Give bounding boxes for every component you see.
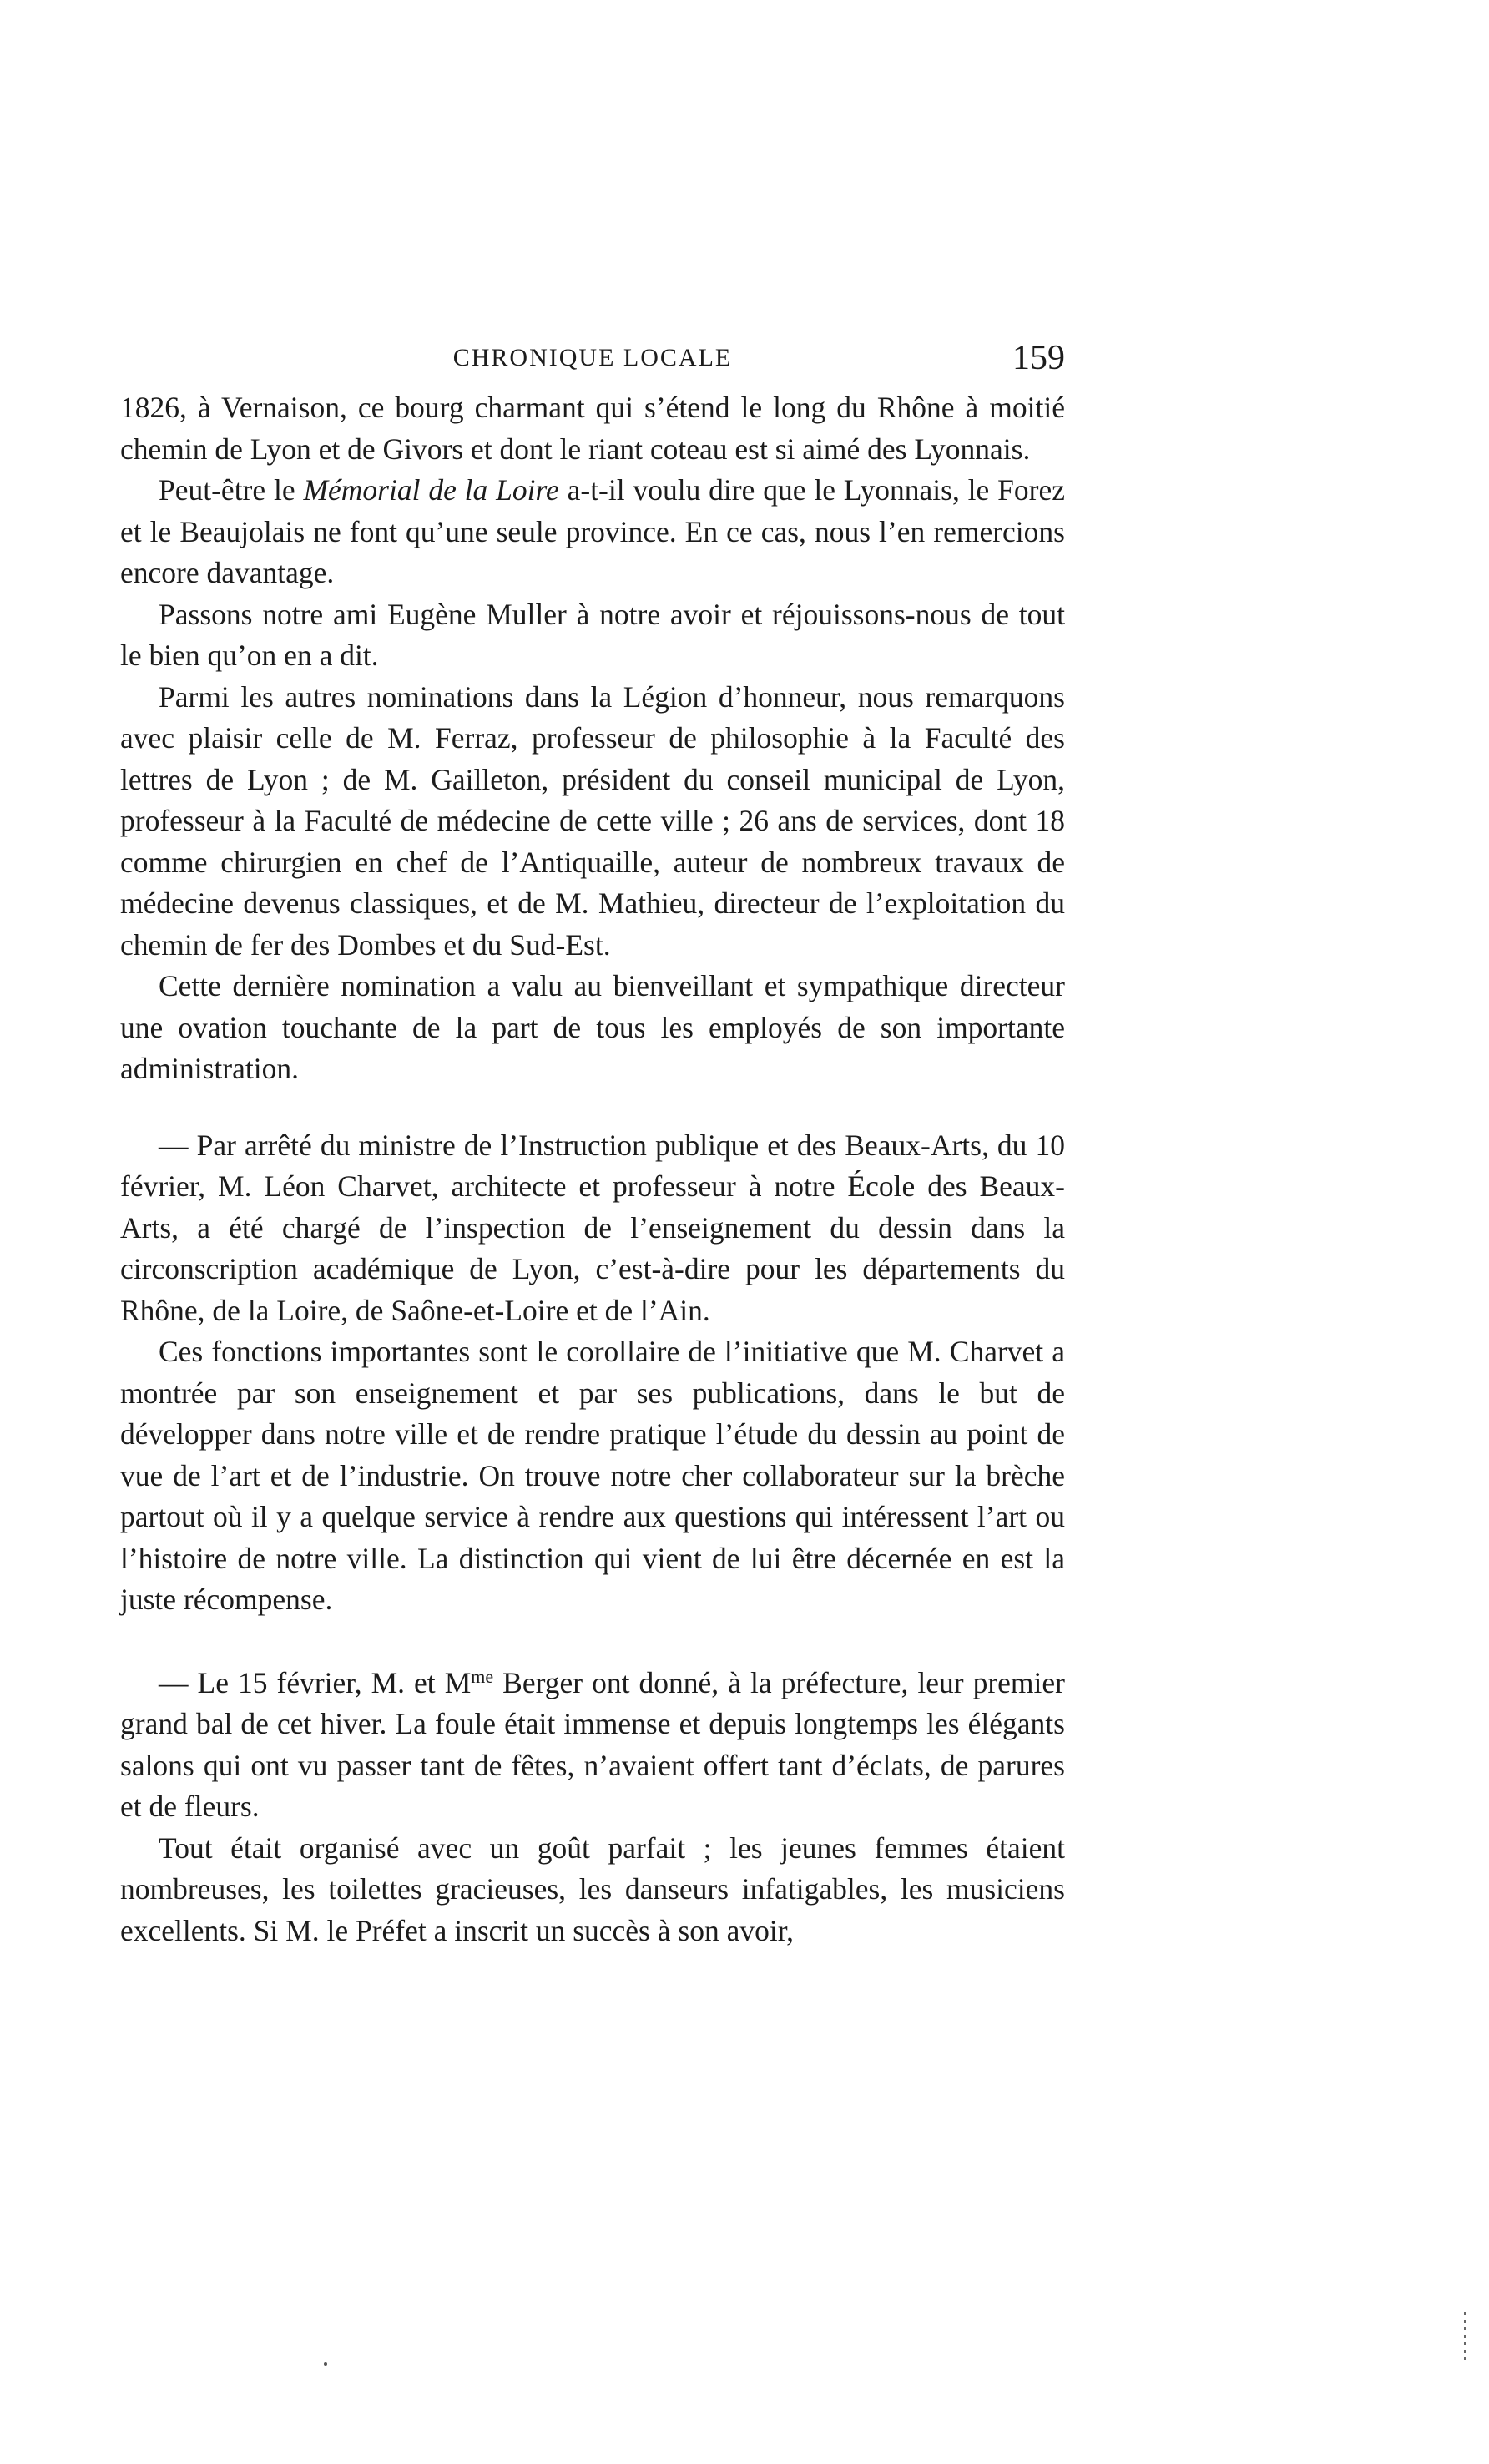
paragraph-memorial: [120, 470, 1065, 594]
paragraph-organisation: Tout était organisé avec un goût parfait ; les jeunes femmes étaient nombreuses, les toilettes gracieuses, les danseurs infatigables, les musiciens excellents. Si M. le Préfet a inscrit un succès à son avoir,: [120, 1830, 1065, 1947]
body-text: [120, 387, 1065, 1952]
scan-speck: [324, 2362, 327, 2366]
paragraph-bal-rest: Berger ont donné, à la préfecture, leur premier grand bal de cet hiver. La foule était immense et depuis longtemps les élégants salons qui ont vu passer tant de fêtes, n’avaient offert tant d’éclats, de parures et de fleurs.: [120, 1665, 1065, 1823]
page-number: 159: [1012, 339, 1065, 377]
paragraph-legion-honneur: Parmi les autres nominations dans la Légion d’honneur, nous remarquons avec plaisir celle de M. Ferraz, professeur de philosophie à la Faculté des lettres de Lyon ; de M. Gailleton, président du conseil municipal de Lyon, professeur à la Faculté de médecine de cette ville ; 26 ans de services, dont 18 comme chirurgien en chef de l’Antiquaille, auteur de nombreux travaux de médecine devenus classiques, et de M. Mathieu, directeur de l’exploitation du chemin de fer des Dombes et du Sud-Est.: [120, 679, 1065, 962]
paragraph-bal-lead: — Le 15 février, M. et M: [159, 1665, 472, 1699]
madame-superscript: me: [471, 1665, 494, 1687]
paragraph-charvet-arrete: — Par arrêté du ministre de l’Instruction publique et des Beaux-Arts, du 10 février, M. Léon Charvet, architecte et professeur à notre École des Beaux-Arts, a été chargé de l’inspection de l’enseignement du dessin dans la circonscription académique de Lyon, c’est-à-dire pour les départements du Rhône, de la Loire, de Saône-et-Loire et de l’Ain.: [120, 1128, 1065, 1327]
book-page: [120, 337, 1065, 1952]
paragraph-muller: Passons notre ami Eugène Muller à notre avoir et réjouissons-nous de tout le bien qu’on en a dit.: [120, 597, 1065, 672]
paragraph-vernaison: 1826, à Vernaison, ce bourg charmant qui s’étend le long du Rhône à moitié chemin de Lyon et de Givors et dont le riant coteau est si aimé des Lyonnais.: [120, 391, 1065, 466]
running-head: [120, 337, 1065, 379]
running-title: CHRONIQUE LOCALE: [452, 344, 733, 371]
journal-title: Mémorial de la Loire: [303, 473, 559, 507]
paragraph-memorial-rest: a-t-il voulu dire que le Lyonnais, le Forez et le Beaujolais ne font qu’une seule province. En ce cas, nous l’en remercions encore davantage.: [120, 473, 1065, 589]
paragraph-memorial-lead: Peut-être le: [159, 473, 304, 507]
paragraph-ovation: Cette dernière nomination a valu au bienveillant et sympathique directeur une ovation touchante de la part de tous les employés de son importante administration.: [120, 969, 1065, 1085]
section-gap: [120, 1621, 1065, 1656]
paragraph-charvet-fonctions: Ces fonctions importantes sont le corollaire de l’initiative que M. Charvet a montrée par son enseignement et par ses publications, dans le but de développer dans notre ville et de rendre pratique l’étude du dessin au point de vue de l’art et de l’industrie. On trouve notre cher collaborateur sur la brèche partout où il y a quelque service à rendre aux questions qui intéressent l’art ou l’histoire de notre ville. La distinction qui vient de lui être décernée en est la juste récompense.: [120, 1335, 1065, 1616]
scan-edge-marks: [1462, 2312, 1467, 2371]
section-gap: [120, 1090, 1065, 1125]
paragraph-bal-prefecture: [120, 1656, 1065, 1828]
